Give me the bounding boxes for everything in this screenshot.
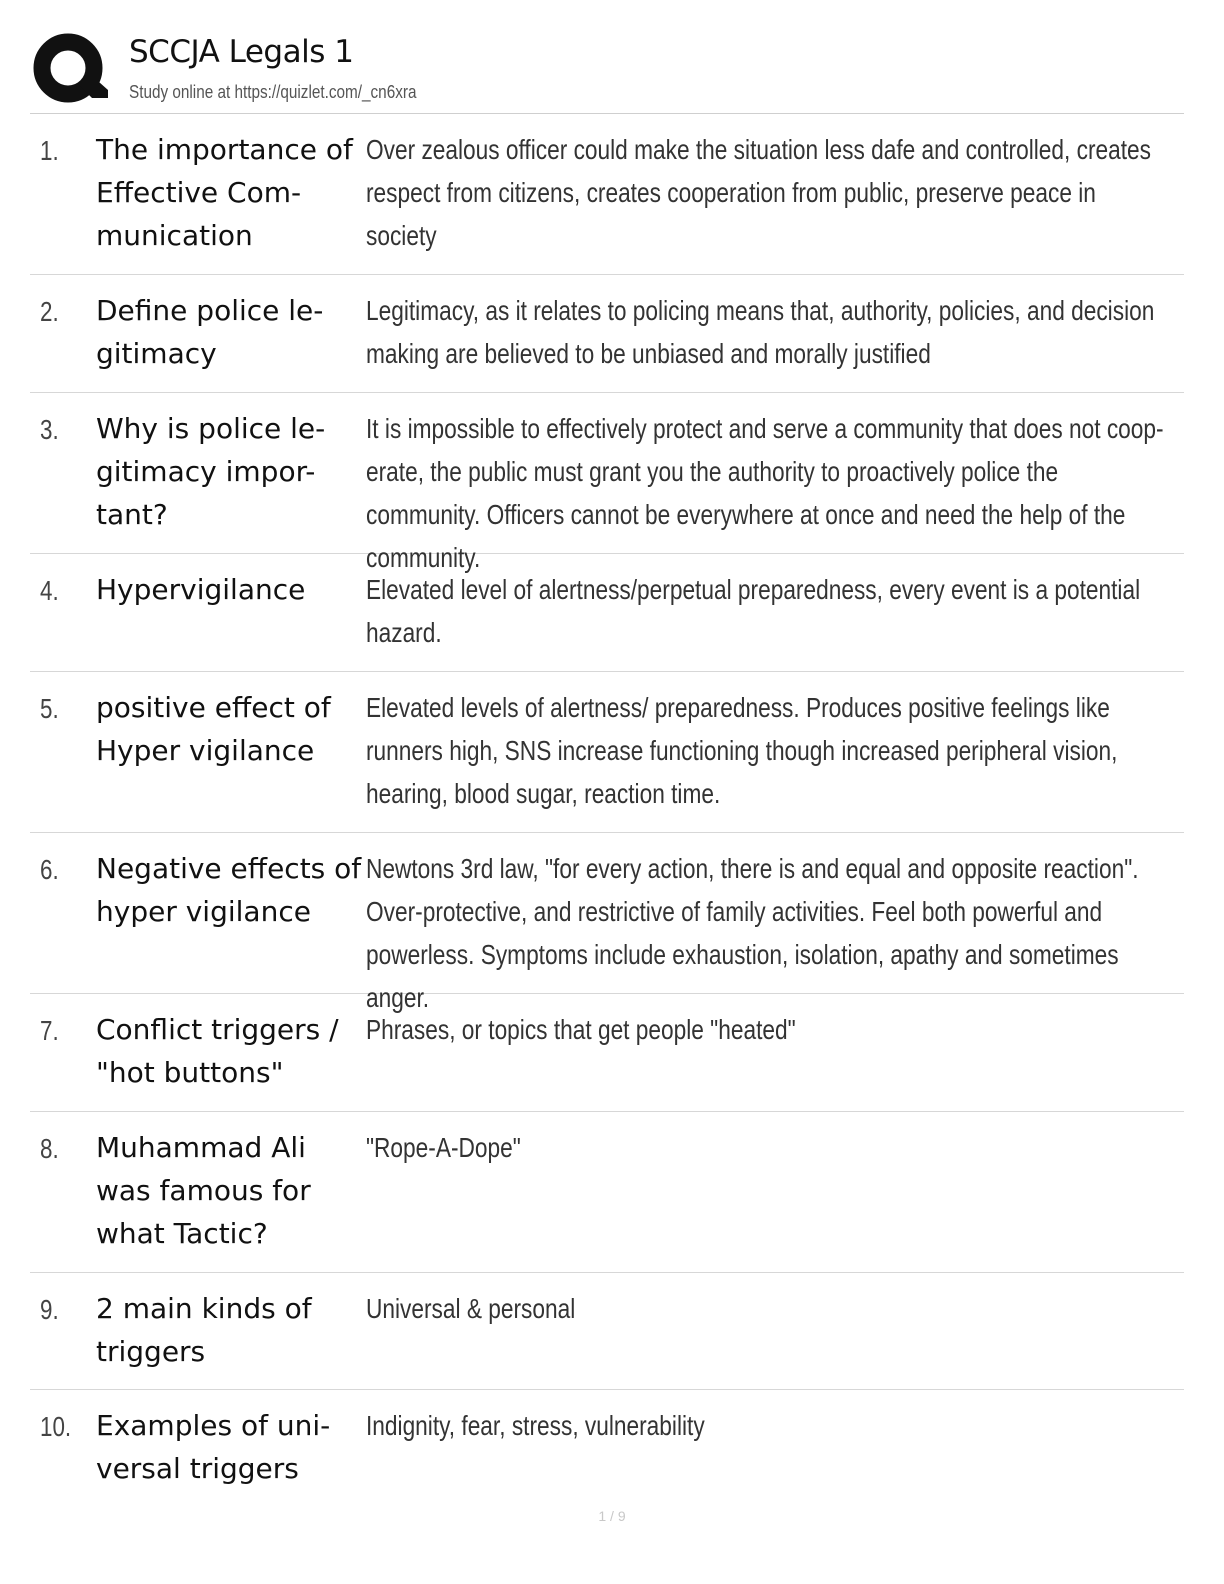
card-term: positive effect of Hyper vigilance — [96, 691, 331, 767]
card-definition: Over zealous officer could make the situation less dafe and controlled, creates respect from citizens, creates cooperation from public, preserve peace in society — [366, 134, 1152, 251]
card-number: 5. — [40, 693, 59, 724]
card-term: The importance of Effective Com-munication — [96, 133, 353, 252]
study-online-link-text: Study online at https://quizlet.com/_cn6xra — [129, 82, 417, 102]
flashcard-row — [30, 393, 1184, 573]
card-term: Examples of uni-versal triggers — [96, 1409, 331, 1485]
card-number: 7. — [40, 1015, 59, 1046]
card-term: Hypervigilance — [96, 573, 306, 606]
flashcard-row — [30, 1390, 1184, 1506]
card-term: Define police le-gitimacy — [96, 294, 324, 370]
card-number: 1. — [40, 135, 59, 166]
card-definition: Legitimacy, as it relates to policing means that, authority, policies, and decision making are believed to be unbiased and morally justified — [366, 295, 1155, 369]
quizlet-q-logo-icon — [32, 32, 108, 108]
card-term: Muhammad Ali was famous for what Tactic? — [96, 1131, 311, 1250]
card-definition: Phrases, or topics that get people "heated" — [366, 1014, 796, 1045]
flashcard-row — [30, 114, 1184, 275]
card-term: 2 main kinds of triggers — [96, 1292, 312, 1368]
card-number: 8. — [40, 1133, 59, 1164]
flashcard-row — [30, 994, 1184, 1112]
card-number: 9. — [40, 1294, 59, 1325]
card-term: Why is police le-gitimacy impor-tant? — [96, 412, 326, 531]
card-term: Negative effects of hyper vigilance — [96, 852, 362, 928]
flashcard-row — [30, 554, 1184, 672]
card-definition: "Rope-A-Dope" — [366, 1132, 521, 1163]
flashcard-row — [30, 833, 1184, 1013]
card-definition: Indignity, fear, stress, vulnerability — [366, 1410, 705, 1441]
card-definition: Elevated levels of alertness/ preparedness. Produces positive feelings like runners high, SNS increase functioning though increased peripheral vision, hearing, blood sugar, reaction time. — [366, 692, 1118, 809]
card-number: 10. — [40, 1411, 72, 1442]
card-number: 2. — [40, 296, 59, 327]
flashcard-row — [30, 672, 1184, 833]
card-definition: Universal & personal — [366, 1293, 576, 1324]
card-term: Conflict triggers / "hot buttons" — [96, 1013, 339, 1089]
flashcard-row — [30, 275, 1184, 393]
page-header — [30, 26, 1184, 114]
card-number: 4. — [40, 575, 59, 606]
card-number: 3. — [40, 414, 59, 445]
set-title: SCCJA Legals 1 — [129, 34, 354, 70]
card-definition: It is impossible to effectively protect and serve a community that does not coop-erate, the public must grant you the authority to proactively police the community. Officers cannot be everywhere at once and need the help of the community. — [366, 413, 1164, 573]
card-definition: Newtons 3rd law, "for every action, there is and equal and opposite reaction". Over-protective, and restrictive of family activities. Feel both powerful and powerless. Symptoms include exhaustion, isolation, apathy and sometimes anger. — [366, 853, 1139, 1013]
card-definition: Elevated level of alertness/perpetual preparedness, every event is a potential hazard. — [366, 574, 1141, 648]
card-number: 6. — [40, 854, 59, 885]
flashcard-row — [30, 1273, 1184, 1390]
page-number: 1 / 9 — [598, 1508, 626, 1524]
flashcard-row — [30, 1112, 1184, 1273]
